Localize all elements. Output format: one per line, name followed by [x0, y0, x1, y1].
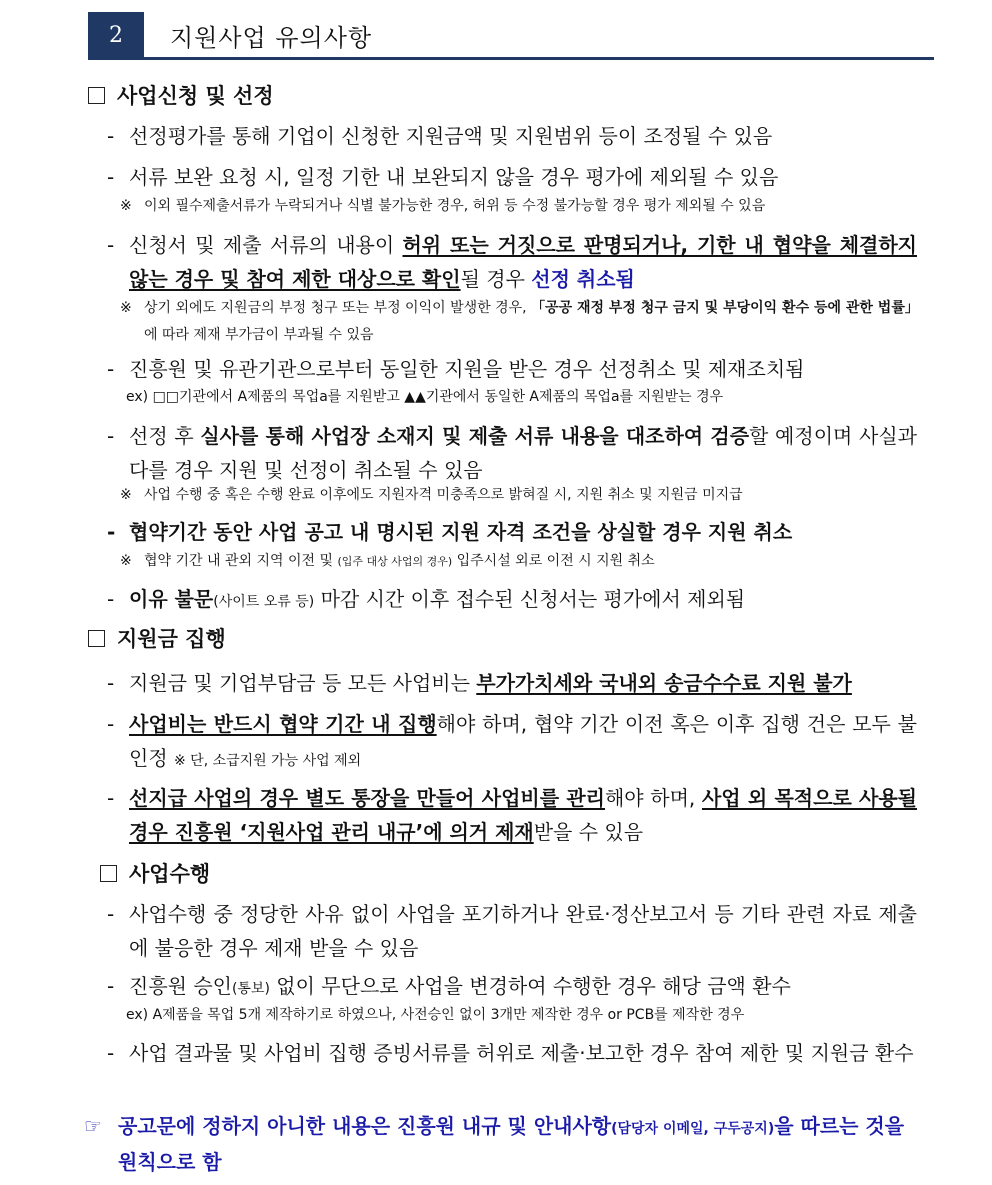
emphasis-text: 사업 외 목적으로 사용될 경우 진흥원 ‘지원사업 관리 내규’에 의거 제재	[129, 786, 917, 844]
note: ※ 사업 수행 중 혹은 수행 완료 이후에도 지원자격 미충족으로 밝혀질 시, 지원 취소 및 지원금 미지급	[120, 487, 743, 503]
list-item: - 선지급 사업의 경우 별도 통장을 만들어 사업비를 관리해야 하며, 사업 외 목적으로 사용될 경우 진흥원 ‘지원사업 관리 내규’에 의거 제재받을 수 있음	[107, 786, 917, 844]
list-item: - 선정평가를 통해 기업이 신청한 지원금액 및 지원범위 등이 조정될 수 있음	[107, 124, 773, 148]
empty-checkbox-icon	[100, 865, 117, 882]
heading-application-selection: 사업신청 및 선정	[88, 80, 274, 110]
list-item: - 사업수행 중 정당한 사유 없이 사업을 포기하거나 완료·정산보고서 등 기타 관련 자료 제출에 불응한 경우 제재 받을 수 있음	[107, 902, 917, 960]
emphasis-text: 허위 또는 거짓으로 판명되거나, 기한 내 협약을 체결하지 않는 경우 및 참여 제한 대상으로 확인	[129, 233, 917, 291]
list-item: - 지원금 및 기업부담금 등 모든 사업비는 부가가치세와 국내외 송금수수료 지원 불가	[107, 671, 852, 695]
list-item: - 사업비는 반드시 협약 기간 내 집행해야 하며, 협약 기간 이전 혹은 이후 집행 건은 모두 불인정 ※ 단, 소급지원 가능 사업 제외	[107, 712, 918, 770]
emphasis-text: 이유 불문	[129, 587, 214, 611]
closing-principle: ☞ 공고문에 정하지 아니한 내용은 진흥원 내규 및 안내사항(담당자 이메일, 구두공지)을 따르는 것을 원칙으로 함	[84, 1110, 920, 1179]
note: ※ 이외 필수제출서류가 누락되거나 식별 불가능한 경우, 허위 등 수정 불가능할 경우 평가 제외될 수 있음	[120, 198, 766, 214]
header-rule	[88, 57, 934, 60]
section-title: 지원사업 유의사항	[170, 24, 373, 52]
emphasis-text: 사업비는 반드시 협약 기간 내 집행	[129, 712, 437, 736]
heading-fund-execution: 지원금 집행	[88, 623, 226, 653]
note: ※ 협약 기간 내 관외 지역 이전 및 (입주 대상 사업의 경우) 입주시설 외로 이전 시 지원 취소	[120, 553, 655, 569]
section-number: 2	[88, 12, 144, 58]
law-name: 「공공 재정 부정 청구 금지 및 부당이익 환수 등에 관한 법률」	[531, 300, 919, 316]
list-item: - 선정 후 실사를 통해 사업장 소재지 및 제출 서류 내용을 대조하여 검증할 예정이며 사실과 다를 경우 지원 및 선정이 취소될 수 있음	[107, 424, 917, 482]
section-header	[88, 12, 934, 59]
list-item: - 사업 결과물 및 사업비 집행 증빙서류를 허위로 제출·보고한 경우 참여 제한 및 지원금 환수	[107, 1041, 914, 1065]
empty-checkbox-icon	[88, 630, 105, 647]
list-item: - 이유 불문(사이트 오류 등) 마감 시간 이후 접수된 신청서는 평가에서 제외됨	[107, 587, 746, 611]
pointing-hand-icon: ☞	[84, 1114, 102, 1138]
list-item: - 진흥원 승인(통보) 없이 무단으로 사업을 변경하여 수행한 경우 해당 금액 환수	[107, 974, 791, 998]
emphasis-text: 선지급 사업의 경우 별도 통장을 만들어 사업비를 관리	[129, 786, 605, 810]
emphasis-text: 부가가치세와 국내외 송금수수료 지원 불가	[476, 671, 852, 695]
example-note: ex) □□기관에서 A제품의 목업a를 지원받고 ▲▲기관에서 동일한 A제품의 목업a를 지원받는 경우	[126, 389, 724, 405]
heading-project-execution: 사업수행	[100, 858, 210, 888]
note: ※ 상기 외에도 지원금의 부정 청구 또는 부정 이익이 발생한 경우, 「공공 재정 부정 청구 금지 및 부당이익 환수 등에 관한 법률」에 따라 제재 부가금이 부과될 수 있음	[120, 300, 919, 343]
empty-checkbox-icon	[88, 87, 105, 104]
list-item: - 협약기간 동안 사업 공고 내 명시된 지원 자격 조건을 상실할 경우 지원 취소	[107, 520, 793, 544]
list-item: - 신청서 및 제출 서류의 내용이 허위 또는 거짓으로 판명되거나, 기한 내 협약을 체결하지 않는 경우 및 참여 제한 대상으로 확인될 경우 선정 취소됨	[107, 233, 917, 291]
list-item: - 진흥원 및 유관기관으로부터 동일한 지원을 받은 경우 선정취소 및 제재조치됨	[107, 357, 805, 381]
list-item: - 서류 보완 요청 시, 일정 기한 내 보완되지 않을 경우 평가에 제외될 수 있음	[107, 165, 779, 189]
example-note: ex) A제품을 목업 5개 제작하기로 하였으나, 사전승인 없이 3개만 제작한 경우 or PCB를 제작한 경우	[126, 1007, 745, 1023]
emphasis-blue: 선정 취소됨	[531, 267, 635, 291]
emphasis-text: 실사를 통해 사업장 소재지 및 제출 서류 내용을 대조하여 검증	[200, 424, 750, 448]
